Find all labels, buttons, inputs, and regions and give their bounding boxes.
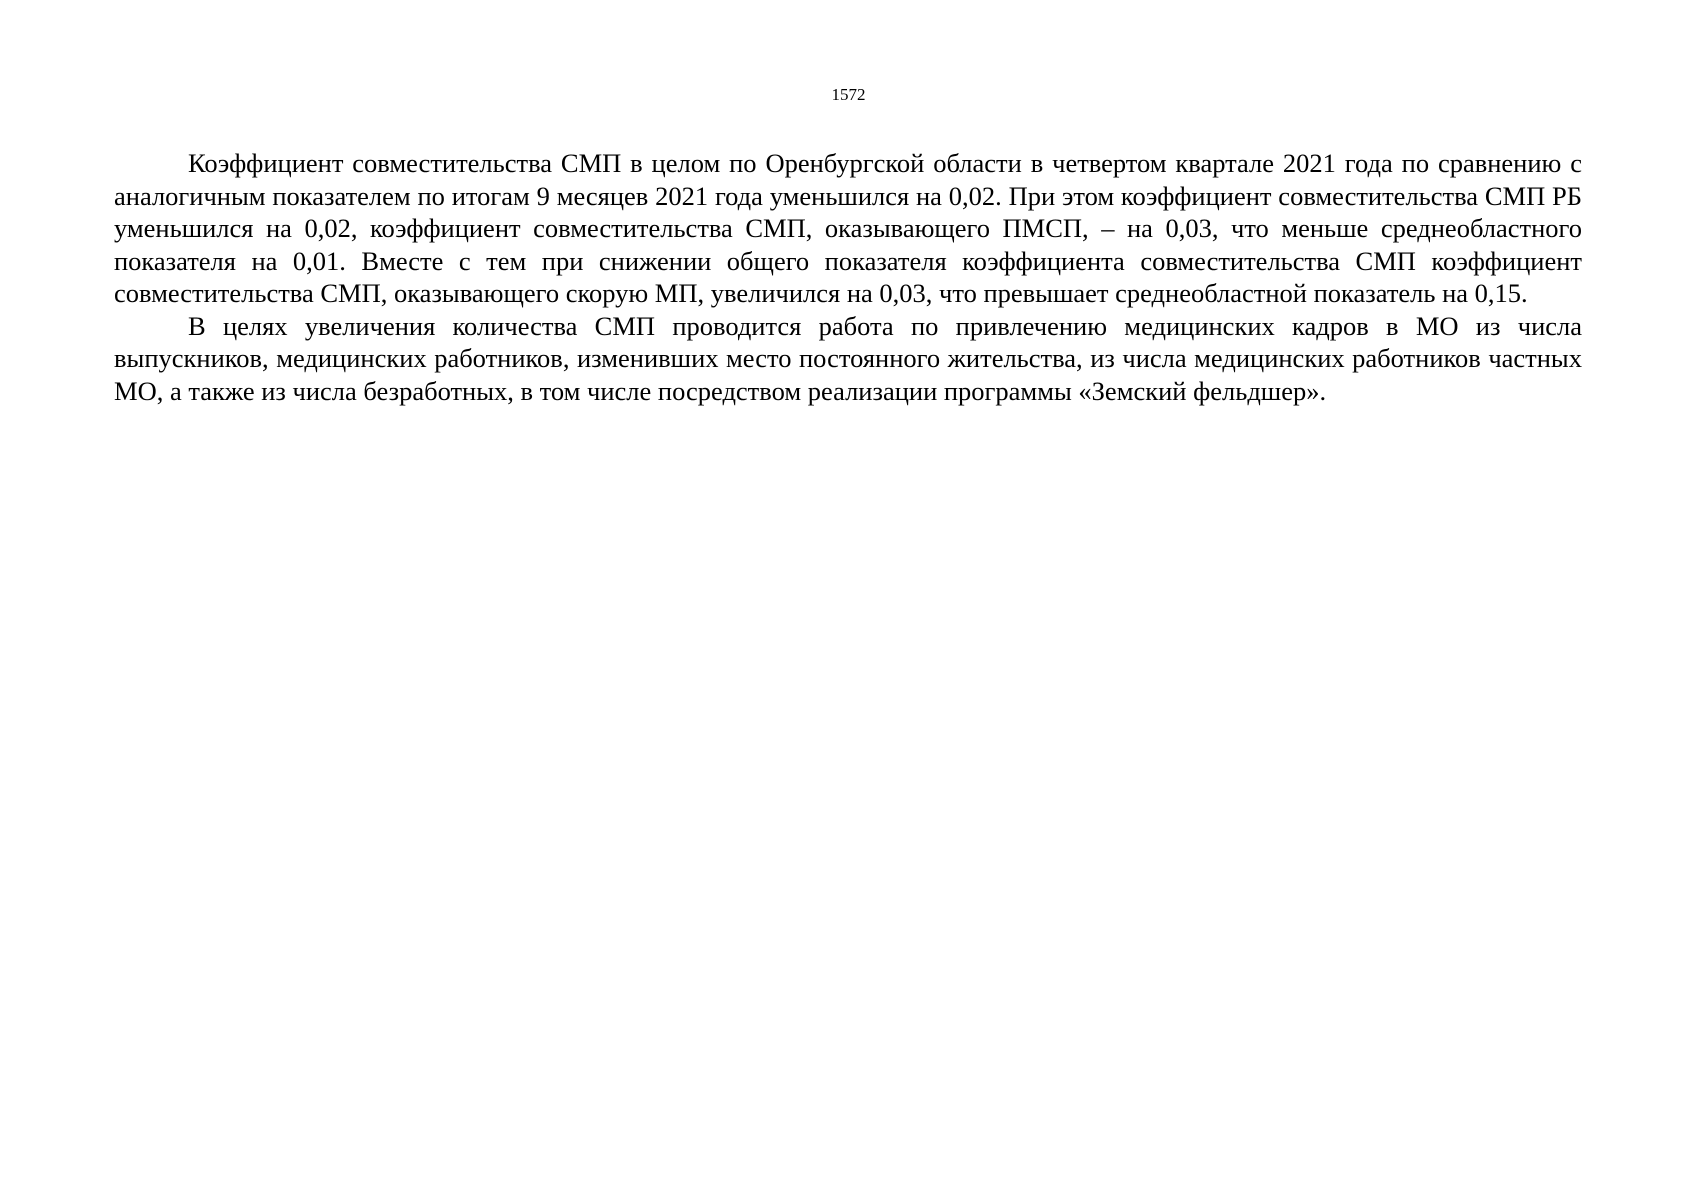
- body-text: [114, 147, 1582, 407]
- paragraph-1: Коэффициент совместительства СМП в целом по Оренбургской области в четвертом квартале 2021 года по сравнению с аналогичным показателем по итогам 9 месяцев 2021 года уменьшился на 0,02. При этом коэффициент совместительства СМП РБ уменьшился на 0,02, коэффициент совместительства СМП, оказывающего ПМСП, – на 0,03, что меньше среднеобластного показателя на 0,01. Вместе с тем при снижении общего показателя коэффициента совместительства СМП коэффициент совместительства СМП, оказывающего скорую МП, увеличился на 0,03, что превышает среднеобластной показатель на 0,15.: [114, 148, 1582, 308]
- page-number: 1572: [831, 85, 866, 104]
- paragraph-2: В целях увеличения количества СМП проводится работа по привлечению медицинских кадров в МО из числа выпускников, медицинских работников, изменивших место постоянного жительства, из числа медицинских работников частных МО, а также из числа безработных, в том числе посредством реализации программы «Земский фельдшер».: [114, 310, 1582, 406]
